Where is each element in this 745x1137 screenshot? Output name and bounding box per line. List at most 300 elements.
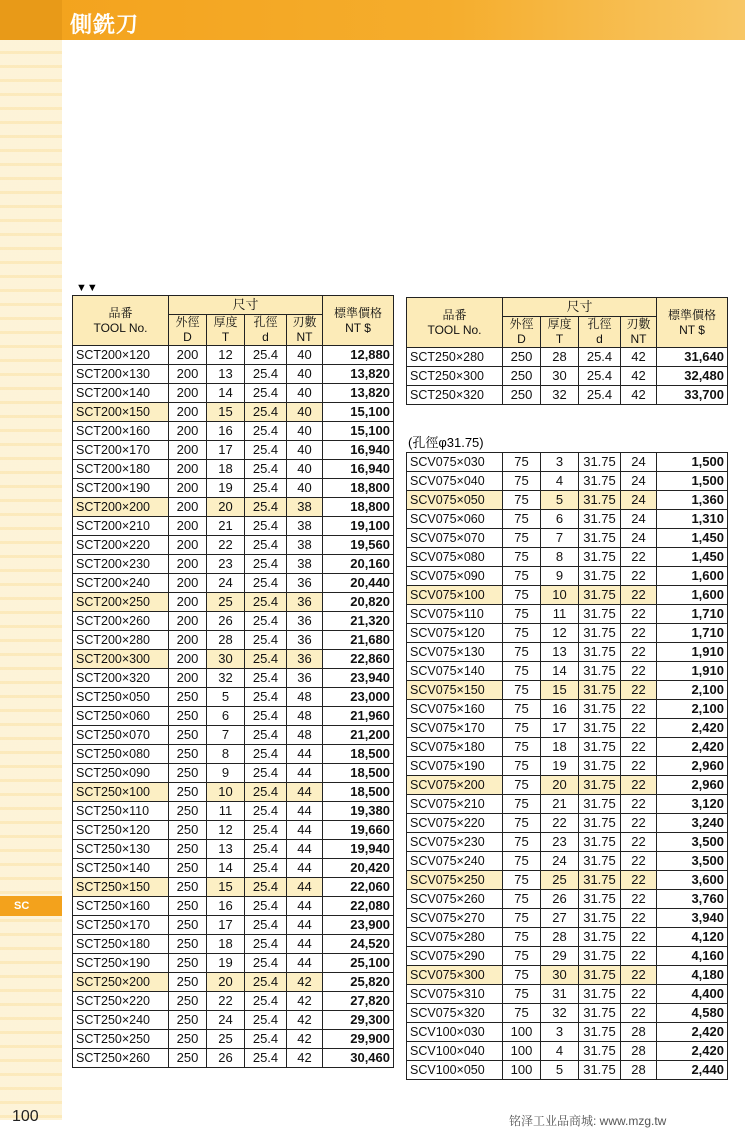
cell-od: 250 — [169, 745, 207, 764]
table-row — [73, 688, 394, 707]
cell-tool-no: SCT250×260 — [73, 1049, 169, 1068]
cell-teeth: 40 — [287, 460, 323, 479]
price-table-left — [72, 295, 394, 1068]
cell-thickness: 32 — [541, 1004, 579, 1023]
table-row — [73, 726, 394, 745]
cell-thickness: 5 — [541, 491, 579, 510]
cell-price: 2,960 — [657, 776, 728, 795]
cell-thickness: 19 — [207, 954, 245, 973]
cell-teeth: 22 — [621, 624, 657, 643]
cell-teeth: 22 — [621, 814, 657, 833]
cell-tool-no: SCT250×190 — [73, 954, 169, 973]
cell-teeth: 22 — [621, 643, 657, 662]
cell-od: 250 — [169, 802, 207, 821]
cell-price: 2,420 — [657, 1042, 728, 1061]
cell-thickness: 24 — [541, 852, 579, 871]
cell-teeth: 48 — [287, 726, 323, 745]
cell-tool-no: SCT200×230 — [73, 555, 169, 574]
cell-bore: 25.4 — [245, 802, 287, 821]
cell-tool-no: SCT250×300 — [407, 367, 503, 386]
cell-tool-no: SCV075×210 — [407, 795, 503, 814]
table-row — [407, 852, 728, 871]
cell-tool-no: SCV075×230 — [407, 833, 503, 852]
cell-thickness: 17 — [207, 441, 245, 460]
table-row — [407, 814, 728, 833]
cell-thickness: 17 — [207, 916, 245, 935]
cell-tool-no: SCT250×160 — [73, 897, 169, 916]
cell-bore: 31.75 — [579, 662, 621, 681]
table-row — [407, 472, 728, 491]
cell-bore: 31.75 — [579, 472, 621, 491]
table-row — [407, 567, 728, 586]
table-row — [407, 548, 728, 567]
cell-tool-no: SCV075×290 — [407, 947, 503, 966]
cell-thickness: 18 — [541, 738, 579, 757]
cell-tool-no: SCV075×090 — [407, 567, 503, 586]
cell-price: 4,180 — [657, 966, 728, 985]
table-row — [407, 1023, 728, 1042]
cell-bore: 31.75 — [579, 491, 621, 510]
cell-teeth: 22 — [621, 833, 657, 852]
cell-od: 250 — [169, 726, 207, 745]
cell-teeth: 36 — [287, 669, 323, 688]
cell-teeth: 44 — [287, 745, 323, 764]
table-row — [407, 985, 728, 1004]
cell-price: 3,760 — [657, 890, 728, 909]
cell-teeth: 44 — [287, 840, 323, 859]
cell-od: 200 — [169, 479, 207, 498]
cell-tool-no: SCT200×240 — [73, 574, 169, 593]
cell-od: 75 — [503, 605, 541, 624]
cell-bore: 31.75 — [579, 1004, 621, 1023]
cell-teeth: 36 — [287, 574, 323, 593]
cell-bore: 25.4 — [245, 954, 287, 973]
cell-teeth: 36 — [287, 631, 323, 650]
cell-od: 200 — [169, 498, 207, 517]
cell-od: 250 — [169, 954, 207, 973]
cell-od: 200 — [169, 574, 207, 593]
cell-bore: 25.4 — [245, 612, 287, 631]
cell-thickness: 9 — [541, 567, 579, 586]
cell-teeth: 22 — [621, 776, 657, 795]
table-row — [407, 757, 728, 776]
cell-thickness: 30 — [541, 966, 579, 985]
cell-bore: 25.4 — [245, 1049, 287, 1068]
col-header-thickness: 厚度 T — [207, 315, 245, 346]
table-row — [407, 662, 728, 681]
cell-thickness: 22 — [207, 992, 245, 1011]
table-row — [407, 586, 728, 605]
table-row — [73, 897, 394, 916]
cell-od: 200 — [169, 403, 207, 422]
cell-thickness: 26 — [541, 890, 579, 909]
cell-od: 200 — [169, 612, 207, 631]
cell-tool-no: SCT250×200 — [73, 973, 169, 992]
cell-thickness: 23 — [541, 833, 579, 852]
table-row — [73, 536, 394, 555]
price-table-right-top — [406, 297, 728, 405]
cell-price: 21,680 — [323, 631, 394, 650]
col-header-size: 尺寸 — [169, 296, 323, 315]
cell-od: 250 — [503, 386, 541, 405]
cell-thickness: 19 — [541, 757, 579, 776]
cell-teeth: 42 — [621, 367, 657, 386]
cell-tool-no: SCT200×320 — [73, 669, 169, 688]
cell-thickness: 20 — [207, 498, 245, 517]
cell-thickness: 22 — [541, 814, 579, 833]
cell-od: 75 — [503, 719, 541, 738]
cell-tool-no: SCT200×140 — [73, 384, 169, 403]
cell-bore: 25.4 — [245, 479, 287, 498]
cell-teeth: 44 — [287, 954, 323, 973]
cell-price: 1,600 — [657, 586, 728, 605]
cell-teeth: 22 — [621, 567, 657, 586]
cell-bore: 25.4 — [245, 384, 287, 403]
cell-bore: 31.75 — [579, 681, 621, 700]
cell-tool-no: SCV075×050 — [407, 491, 503, 510]
cell-bore: 31.75 — [579, 1061, 621, 1080]
cell-price: 1,710 — [657, 624, 728, 643]
cell-tool-no: SCT250×090 — [73, 764, 169, 783]
cell-tool-no: SCT200×200 — [73, 498, 169, 517]
cell-bore: 25.4 — [245, 536, 287, 555]
cell-price: 20,820 — [323, 593, 394, 612]
table-row — [407, 966, 728, 985]
cell-price: 4,120 — [657, 928, 728, 947]
cell-od: 75 — [503, 548, 541, 567]
cell-thickness: 30 — [207, 650, 245, 669]
cell-tool-no: SCV075×060 — [407, 510, 503, 529]
table-row — [73, 954, 394, 973]
cell-od: 200 — [169, 593, 207, 612]
table-row — [407, 833, 728, 852]
cell-bore: 31.75 — [579, 776, 621, 795]
cell-thickness: 3 — [541, 453, 579, 472]
cell-bore: 31.75 — [579, 871, 621, 890]
cell-teeth: 42 — [287, 992, 323, 1011]
cell-price: 1,710 — [657, 605, 728, 624]
cell-od: 75 — [503, 529, 541, 548]
cell-od: 250 — [503, 348, 541, 367]
cell-price: 29,300 — [323, 1011, 394, 1030]
cell-bore: 31.75 — [579, 643, 621, 662]
cell-price: 18,500 — [323, 783, 394, 802]
cell-thickness: 12 — [541, 624, 579, 643]
table-row — [407, 1004, 728, 1023]
cell-thickness: 32 — [541, 386, 579, 405]
cell-tool-no: SCT250×050 — [73, 688, 169, 707]
cell-thickness: 15 — [541, 681, 579, 700]
cell-od: 250 — [169, 916, 207, 935]
cell-tool-no: SCV075×260 — [407, 890, 503, 909]
cell-teeth: 22 — [621, 738, 657, 757]
cell-od: 75 — [503, 776, 541, 795]
cell-bore: 25.4 — [245, 422, 287, 441]
col-header-part: 品番 TOOL No. — [73, 296, 169, 346]
cell-tool-no: SCT250×320 — [407, 386, 503, 405]
cell-tool-no: SCT200×180 — [73, 460, 169, 479]
cell-teeth: 48 — [287, 707, 323, 726]
cell-tool-no: SCT250×150 — [73, 878, 169, 897]
cell-tool-no: SCT250×080 — [73, 745, 169, 764]
cell-price: 19,940 — [323, 840, 394, 859]
table-row — [73, 631, 394, 650]
cell-od: 75 — [503, 814, 541, 833]
cell-price: 12,880 — [323, 346, 394, 365]
cell-thickness: 24 — [207, 574, 245, 593]
cell-od: 250 — [169, 897, 207, 916]
cell-teeth: 36 — [287, 593, 323, 612]
cell-od: 75 — [503, 928, 541, 947]
cell-teeth: 44 — [287, 783, 323, 802]
table-row — [407, 738, 728, 757]
cell-teeth: 28 — [621, 1023, 657, 1042]
cell-thickness: 10 — [541, 586, 579, 605]
cell-price: 18,500 — [323, 745, 394, 764]
cell-thickness: 23 — [207, 555, 245, 574]
cell-price: 18,800 — [323, 479, 394, 498]
cell-thickness: 20 — [541, 776, 579, 795]
col-header-part: 品番 TOOL No. — [407, 298, 503, 348]
cell-od: 250 — [169, 821, 207, 840]
cell-teeth: 44 — [287, 764, 323, 783]
cell-od: 75 — [503, 662, 541, 681]
cell-price: 15,100 — [323, 422, 394, 441]
cell-tool-no: SCV075×270 — [407, 909, 503, 928]
cell-od: 250 — [503, 367, 541, 386]
table-row — [73, 745, 394, 764]
cell-tool-no: SCV075×170 — [407, 719, 503, 738]
cell-price: 2,420 — [657, 719, 728, 738]
cell-thickness: 5 — [207, 688, 245, 707]
cell-tool-no: SCT250×060 — [73, 707, 169, 726]
cell-thickness: 7 — [207, 726, 245, 745]
cell-bore: 31.75 — [579, 985, 621, 1004]
cell-teeth: 36 — [287, 612, 323, 631]
cell-tool-no: SCT200×250 — [73, 593, 169, 612]
cell-thickness: 4 — [541, 472, 579, 491]
table-row — [73, 612, 394, 631]
cell-teeth: 44 — [287, 935, 323, 954]
col-header-od: 外徑 D — [503, 317, 541, 348]
col-header-size: 尺寸 — [503, 298, 657, 317]
cell-od: 75 — [503, 890, 541, 909]
cell-bore: 25.4 — [245, 365, 287, 384]
table-row — [73, 992, 394, 1011]
table-row — [407, 947, 728, 966]
table-row — [407, 491, 728, 510]
cell-bore: 25.4 — [245, 897, 287, 916]
cell-od: 200 — [169, 422, 207, 441]
cell-bore: 31.75 — [579, 453, 621, 472]
cell-bore: 31.75 — [579, 529, 621, 548]
cell-od: 75 — [503, 852, 541, 871]
side-strip — [0, 40, 62, 1120]
cell-thickness: 24 — [207, 1011, 245, 1030]
cell-bore: 31.75 — [579, 1023, 621, 1042]
cell-price: 20,420 — [323, 859, 394, 878]
table-row — [407, 386, 728, 405]
cell-thickness: 28 — [541, 348, 579, 367]
cell-bore: 25.4 — [245, 441, 287, 460]
cell-teeth: 40 — [287, 441, 323, 460]
cell-teeth: 40 — [287, 384, 323, 403]
cell-thickness: 12 — [207, 821, 245, 840]
cell-tool-no: SCV100×050 — [407, 1061, 503, 1080]
cell-tool-no: SCV075×240 — [407, 852, 503, 871]
cell-bore: 31.75 — [579, 833, 621, 852]
cell-price: 21,200 — [323, 726, 394, 745]
col-header-od: 外徑 D — [169, 315, 207, 346]
cell-tool-no: SCV075×250 — [407, 871, 503, 890]
cell-bore: 31.75 — [579, 719, 621, 738]
cell-price: 3,120 — [657, 795, 728, 814]
cell-od: 250 — [169, 764, 207, 783]
cell-od: 200 — [169, 441, 207, 460]
cell-bore: 31.75 — [579, 928, 621, 947]
cell-thickness: 27 — [541, 909, 579, 928]
cell-tool-no: SCT200×160 — [73, 422, 169, 441]
cell-price: 1,910 — [657, 662, 728, 681]
cell-tool-no: SCT200×210 — [73, 517, 169, 536]
cell-teeth: 44 — [287, 802, 323, 821]
table-row — [407, 700, 728, 719]
cell-thickness: 29 — [541, 947, 579, 966]
cell-teeth: 44 — [287, 821, 323, 840]
cell-bore: 25.4 — [245, 821, 287, 840]
cell-teeth: 22 — [621, 681, 657, 700]
table-row — [407, 605, 728, 624]
cell-teeth: 42 — [621, 386, 657, 405]
cell-bore: 31.75 — [579, 795, 621, 814]
cell-tool-no: SCV075×320 — [407, 1004, 503, 1023]
cell-price: 1,600 — [657, 567, 728, 586]
cell-tool-no: SCV075×280 — [407, 928, 503, 947]
cell-price: 4,400 — [657, 985, 728, 1004]
cell-bore: 25.4 — [245, 669, 287, 688]
header-notch — [0, 0, 62, 40]
table-row — [73, 650, 394, 669]
cell-tool-no: SCV075×200 — [407, 776, 503, 795]
table-row — [73, 802, 394, 821]
footer-text: 铭泽工业品商城: www.mzg.tw — [509, 1114, 667, 1128]
cell-tool-no: SCT250×110 — [73, 802, 169, 821]
cell-price: 1,450 — [657, 529, 728, 548]
cell-teeth: 38 — [287, 536, 323, 555]
cell-thickness: 25 — [207, 593, 245, 612]
table-row — [73, 593, 394, 612]
cell-teeth: 22 — [621, 757, 657, 776]
cell-bore: 25.4 — [245, 555, 287, 574]
cell-od: 200 — [169, 365, 207, 384]
cell-tool-no: SCT200×260 — [73, 612, 169, 631]
cell-bore: 25.4 — [245, 631, 287, 650]
cell-thickness: 8 — [541, 548, 579, 567]
cell-teeth: 40 — [287, 422, 323, 441]
cell-thickness: 17 — [541, 719, 579, 738]
cell-thickness: 28 — [541, 928, 579, 947]
cell-teeth: 44 — [287, 916, 323, 935]
cell-thickness: 31 — [541, 985, 579, 1004]
cell-tool-no: SCT200×130 — [73, 365, 169, 384]
cell-od: 250 — [169, 783, 207, 802]
cell-bore: 25.4 — [245, 403, 287, 422]
cell-thickness: 16 — [207, 897, 245, 916]
table-row — [73, 1030, 394, 1049]
cell-price: 18,800 — [323, 498, 394, 517]
table-row — [407, 909, 728, 928]
table-row — [407, 1042, 728, 1061]
header-bar — [0, 0, 745, 40]
cell-od: 250 — [169, 1011, 207, 1030]
table-row — [73, 1049, 394, 1068]
cell-bore: 25.4 — [245, 688, 287, 707]
cell-thickness: 13 — [207, 365, 245, 384]
cell-bore: 25.4 — [579, 367, 621, 386]
cell-price: 1,450 — [657, 548, 728, 567]
table-row — [73, 821, 394, 840]
cell-thickness: 18 — [207, 460, 245, 479]
cell-od: 75 — [503, 833, 541, 852]
cell-tool-no: SCV075×040 — [407, 472, 503, 491]
table-row — [407, 871, 728, 890]
bore-note: (孔徑φ31.75) — [408, 435, 484, 450]
table-row — [73, 935, 394, 954]
cell-thickness: 21 — [207, 517, 245, 536]
cell-teeth: 42 — [287, 1049, 323, 1068]
cell-tool-no: SCV075×300 — [407, 966, 503, 985]
cell-thickness: 15 — [207, 878, 245, 897]
cell-thickness: 4 — [541, 1042, 579, 1061]
cell-price: 1,910 — [657, 643, 728, 662]
cell-thickness: 28 — [207, 631, 245, 650]
cell-tool-no: SCV075×220 — [407, 814, 503, 833]
cell-price: 16,940 — [323, 441, 394, 460]
table-row — [73, 479, 394, 498]
cell-thickness: 6 — [541, 510, 579, 529]
cell-teeth: 24 — [621, 510, 657, 529]
cell-tool-no: SCV075×180 — [407, 738, 503, 757]
cell-thickness: 12 — [207, 346, 245, 365]
cell-thickness: 3 — [541, 1023, 579, 1042]
cell-teeth: 40 — [287, 479, 323, 498]
cell-thickness: 7 — [541, 529, 579, 548]
cell-od: 75 — [503, 795, 541, 814]
cell-teeth: 22 — [621, 700, 657, 719]
cell-tool-no: SCV075×120 — [407, 624, 503, 643]
cell-price: 3,500 — [657, 852, 728, 871]
table-row — [407, 510, 728, 529]
cell-price: 13,820 — [323, 384, 394, 403]
cell-od: 75 — [503, 472, 541, 491]
cell-od: 75 — [503, 738, 541, 757]
cell-od: 75 — [503, 985, 541, 1004]
cell-bore: 31.75 — [579, 700, 621, 719]
cell-price: 19,560 — [323, 536, 394, 555]
cell-tool-no: SCT250×280 — [407, 348, 503, 367]
cell-bore: 25.4 — [245, 916, 287, 935]
table-row — [73, 669, 394, 688]
cell-od: 250 — [169, 878, 207, 897]
cell-tool-no: SCT200×170 — [73, 441, 169, 460]
cell-od: 250 — [169, 859, 207, 878]
cell-price: 19,100 — [323, 517, 394, 536]
cell-price: 31,640 — [657, 348, 728, 367]
cell-bore: 25.4 — [245, 650, 287, 669]
cell-od: 75 — [503, 453, 541, 472]
cell-tool-no: SCT200×300 — [73, 650, 169, 669]
cell-tool-no: SCV075×030 — [407, 453, 503, 472]
